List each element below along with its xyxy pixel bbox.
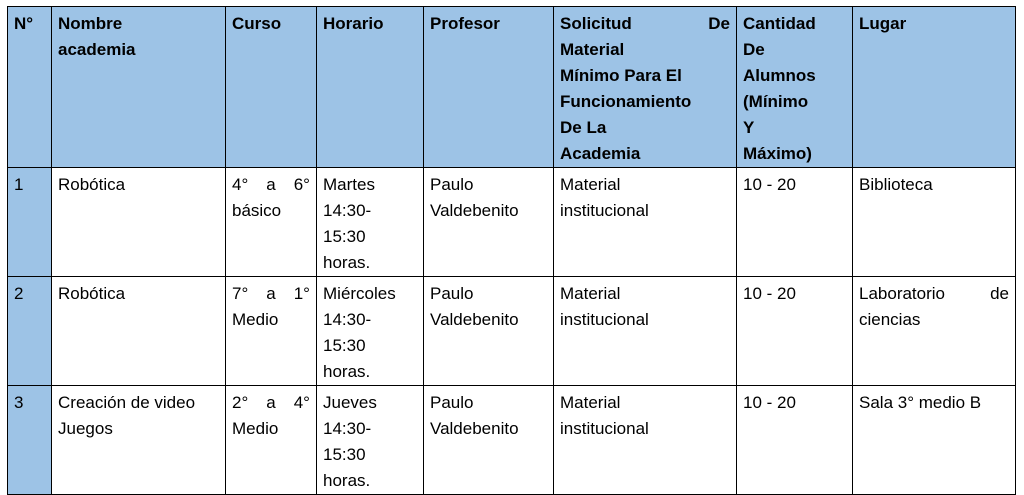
cell-horario-line: 14:30-: [323, 419, 372, 438]
cell-profesor-line: Paulo: [430, 284, 474, 303]
cell-curso: [226, 168, 317, 277]
cell-profesor-line: Paulo: [430, 175, 474, 194]
cell-profesor-line: Valdebenito: [430, 201, 519, 220]
cell-horario-line: 15:30: [323, 336, 366, 355]
header-nombre: [52, 7, 226, 168]
cell-horario: [317, 277, 424, 386]
cell-horario-line: 15:30: [323, 445, 366, 464]
cell-curso: [226, 386, 317, 495]
cell-material-line: institucional: [560, 310, 649, 329]
cell-curso-line: 7° a 1°: [232, 284, 310, 303]
header-solicitud-line: Academia: [560, 144, 641, 163]
header-nombre-line: academia: [58, 40, 136, 59]
cell-lugar-line: Sala 3° medio B: [859, 393, 982, 412]
header-n: N°: [8, 7, 52, 168]
cell-horario-line: Miércoles: [323, 284, 396, 303]
cell-horario-line: 14:30-: [323, 201, 372, 220]
header-solicitud-line: Material: [560, 40, 625, 59]
header-cantidad-line: De: [743, 40, 765, 59]
header-solicitud-line: Mínimo Para El: [560, 66, 682, 85]
cell-material-line: Material: [560, 284, 621, 303]
header-solicitud-line: Solicitud De: [560, 14, 730, 33]
cell-nombre: [52, 168, 226, 277]
header-lugar: Lugar: [853, 7, 1016, 168]
cell-horario-line: horas.: [323, 253, 371, 272]
cell-nombre-line: Juegos: [58, 419, 113, 438]
table-row: [8, 277, 1016, 386]
cell-lugar: [853, 168, 1016, 277]
cell-material-line: Material: [560, 393, 621, 412]
cell-nombre-line: Robótica: [58, 284, 126, 303]
cell-material: [554, 168, 737, 277]
cell-curso-line: 4° a 6°: [232, 175, 310, 194]
cell-material-line: institucional: [560, 201, 649, 220]
cell-horario: [317, 168, 424, 277]
header-cantidad-line: Máximo): [743, 144, 812, 163]
cell-lugar-line: Biblioteca: [859, 175, 933, 194]
cell-lugar-line: ciencias: [859, 310, 921, 329]
header-horario: Horario: [317, 7, 424, 168]
cell-material: [554, 386, 737, 495]
cell-curso-line: 2° a 4°: [232, 393, 310, 412]
table-row: [8, 168, 1016, 277]
cell-lugar-line: Laboratorio de: [859, 284, 1009, 303]
cell-material: [554, 277, 737, 386]
cell-horario-line: horas.: [323, 362, 371, 381]
cell-cantidad: 10 - 20: [737, 386, 853, 495]
cell-lugar: [853, 386, 1016, 495]
cell-horario: [317, 386, 424, 495]
header-profesor: Profesor: [424, 7, 554, 168]
header-cantidad: [737, 7, 853, 168]
cell-cantidad: 10 - 20: [737, 277, 853, 386]
cell-number: 3: [8, 386, 52, 495]
cell-curso: [226, 277, 317, 386]
cell-curso-line: básico: [232, 201, 282, 220]
cell-profesor-line: Paulo: [430, 393, 474, 412]
header-solicitud: [554, 7, 737, 168]
table-row: [8, 386, 1016, 495]
header-cantidad-line: (Mínimo: [743, 92, 809, 111]
cell-profesor-line: Valdebenito: [430, 310, 519, 329]
cell-material-line: institucional: [560, 419, 649, 438]
header-curso: Curso: [226, 7, 317, 168]
header-nombre-line: Nombre: [58, 14, 123, 33]
cell-curso-line: Medio: [232, 310, 279, 329]
cell-nombre-line: Robótica: [58, 175, 126, 194]
academias-table: [7, 6, 1016, 495]
cell-horario-line: horas.: [323, 471, 371, 490]
cell-number: 2: [8, 277, 52, 386]
cell-curso-line: Medio: [232, 419, 279, 438]
cell-number: 1: [8, 168, 52, 277]
cell-horario-line: Jueves: [323, 393, 377, 412]
header-row: [8, 7, 1016, 168]
cell-profesor: [424, 386, 554, 495]
cell-nombre: [52, 277, 226, 386]
header-solicitud-line: De La: [560, 118, 607, 137]
header-solicitud-line: Funcionamiento: [560, 92, 692, 111]
cell-nombre-line: Creación de video: [58, 393, 196, 412]
cell-profesor-line: Valdebenito: [430, 419, 519, 438]
cell-horario-line: 14:30-: [323, 310, 372, 329]
header-cantidad-line: Alumnos: [743, 66, 816, 85]
cell-material-line: Material: [560, 175, 621, 194]
cell-nombre: [52, 386, 226, 495]
cell-lugar: [853, 277, 1016, 386]
cell-cantidad: 10 - 20: [737, 168, 853, 277]
cell-horario-line: 15:30: [323, 227, 366, 246]
header-cantidad-line: Cantidad: [743, 14, 816, 33]
header-cantidad-line: Y: [743, 118, 755, 137]
cell-horario-line: Martes: [323, 175, 375, 194]
cell-profesor: [424, 168, 554, 277]
cell-profesor: [424, 277, 554, 386]
